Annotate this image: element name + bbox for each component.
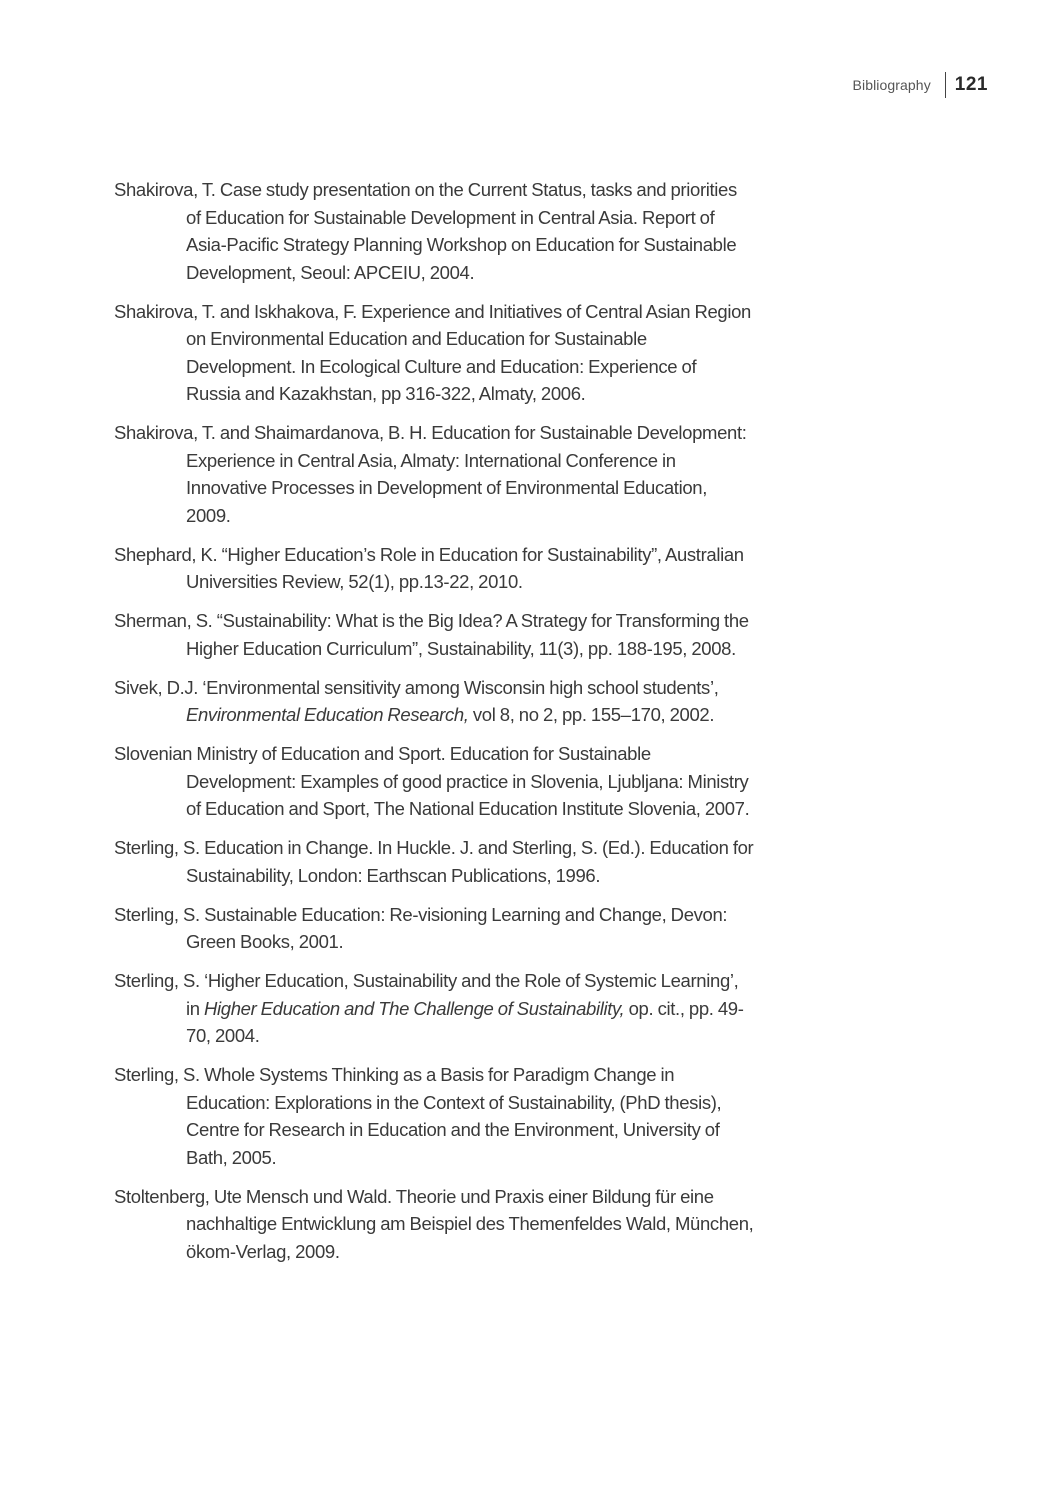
header-divider [945,72,946,98]
bibliography-entry: Sterling, S. Whole Systems Thinking as a Basis for Paradigm Change in Education: Explorations in the Context of Sustainability, (PhD thesis), Centre for Research in Education and the Environment, University of Bath, 2005. [114,1064,722,1168]
book-title: Higher Education and The Challenge of Sustainability, [204,997,625,1019]
running-header [853,72,988,98]
journal-title: Environmental Education Research, [186,704,469,725]
bibliography-entry: Sterling, S. Education in Change. In Huckle. J. and Sterling, S. (Ed.). Education for Sustainability, London: Earthscan Publications, 1996. [114,837,754,886]
bibliography-entry: Shephard, K. “Higher Education’s Role in Education for Sustainability”, Australian Universities Review, 52(1), pp.13-22, 2010. [114,543,744,592]
section-title: Bibliography [852,77,931,93]
bibliography-entry: Slovenian Ministry of Education and Sport. Education for Sustainable Development: Examples of good practice in Slovenia, Ljubljana: Ministry of Education and Sport, The National Education Institute Slovenia, 2007. [114,743,750,819]
bibliography-entry: Stoltenberg, Ute Mensch und Wald. Theorie und Praxis einer Bildung für eine nachhaltige Entwicklung am Beispiel des Themenfeldes Wald, München, ökom-Verlag, 2009. [114,1185,754,1262]
bibliography-entry: Sivek, D.J. ‘Environmental sensitivity among Wisconsin high school students’, Environmental Education Research, vol 8, no 2, pp. 155–170, 2002. [114,676,719,725]
bibliography-entry: Shakirova, T. and Shaimardanova, B. H. Education for Sustainable Development: Experience in Central Asia, Almaty: International Conference in Innovative Processes in Development of Environmental Education, 2009. [114,422,747,526]
bibliography-entry: Sterling, S. ‘Higher Education, Sustainability and the Role of Systemic Learning’, in Higher Education and The Challenge of Sustainability, op. cit., pp. 49-70, 2004. [114,970,744,1046]
bibliography-entry: Shakirova, T. and Iskhakova, F. Experience and Initiatives of Central Asian Region on Environmental Education and Education for Sustainable Development. In Ecological Culture and Education: Experience of Russia and Kazakhstan, pp 316-322, Almaty, 2006. [114,300,751,404]
bibliography-list [114,176,754,1277]
bibliography-entry: Shakirova, T. Case study presentation on the Current Status, tasks and priorities of Education for Sustainable Development in Central Asia. Report of Asia-Pacific Strategy Planning Workshop on Education for Sustainable Development, Seoul: APCEIU, 2004. [114,179,737,283]
bibliography-entry: Sterling, S. Sustainable Education: Re-visioning Learning and Change, Devon: Green Books, 2001. [114,903,728,952]
page-number: 121 [954,74,988,95]
bibliography-entry: Sherman, S. “Sustainability: What is the Big Idea? A Strategy for Transforming the Higher Education Curriculum”, Sustainability, 11(3), pp. 188-195, 2008. [114,610,749,659]
